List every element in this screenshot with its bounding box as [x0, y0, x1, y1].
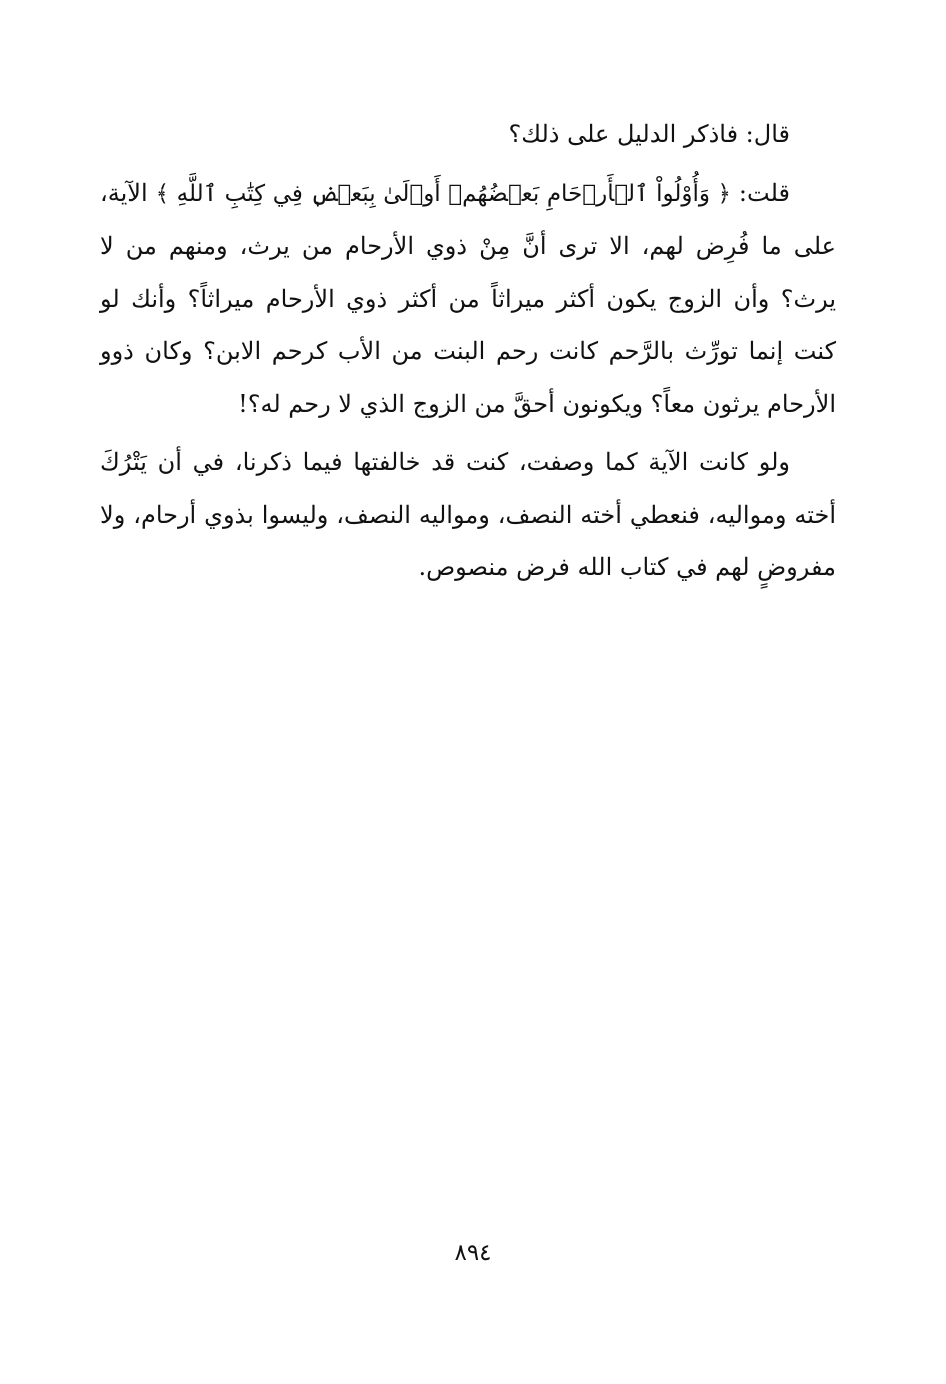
conclusion-text: ولو كانت الآية كما وصفت، كنت قد خالفتها فيما ذكرنا، في أن يَتْرُكَ أخته ومواليه، فنعطي أخته النصف، ومواليه النصف، وليسوا بذوي أرحام، ولا مفروضٍ لهم في كتاب الله فرض منصوص.: [100, 448, 836, 581]
question-text: قال: فاذكر الدليل على ذلك؟: [508, 120, 790, 148]
quran-verse: ﴿ وَأُوْلُواْ ٱلۡأَرۡحَامِ بَعۡضُهُمۡ أَوۡلَىٰ بِبَعۡضٖ فِي كِتَٰبِ ٱللَّهِ ﴾: [155, 180, 732, 207]
answer-body: الآية، على ما فُرِض لهم، الا ترى أنَّ مِنْ ذوي الأرحام من يرث، ومنهم من لا يرث؟ وأن الزوج يكون أكثر ميراثاً من أكثر ذوي الأرحام ميراثاً؟ وأنك لو كنت إنما تورِّث بالرَّحم كانت رحم البنت من الأب كرحم الابن؟ وكان ذوو الأرحام يرثون معاً؟ ويكونون أحقَّ من الزوج الذي لا رحم له؟!: [100, 178, 837, 418]
paragraph-answer: [100, 167, 836, 431]
page-number: ٨٩٤: [454, 1240, 492, 1266]
paragraph-question: [100, 108, 836, 161]
paragraph-conclusion: [100, 436, 836, 594]
answer-intro: قلت:: [731, 178, 791, 207]
main-text: [100, 108, 836, 600]
